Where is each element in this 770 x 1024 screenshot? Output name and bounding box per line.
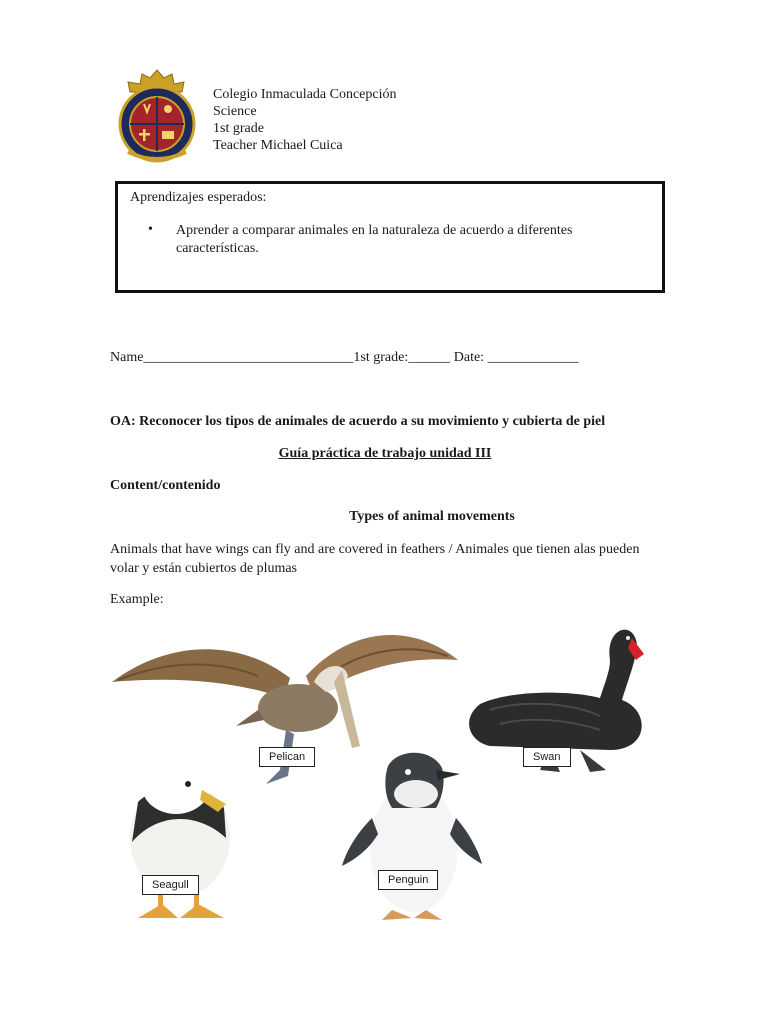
seagull-label: Seagull	[142, 875, 199, 895]
section-heading: Types of animal movements	[349, 509, 515, 524]
description-paragraph: Animals that have wings can fly and are covered in feathers / Animales que tienen alas pueden volar y están cubiertos de plumas	[110, 542, 640, 576]
bullet-icon: •	[148, 222, 153, 237]
penguin-image	[332, 748, 492, 920]
grade-text: 1st grade	[213, 121, 264, 136]
school-crest-logo	[114, 68, 200, 164]
student-info-line: Name______________________________1st grade:______ Date: _____________	[110, 350, 579, 365]
subject-name: Science	[213, 104, 257, 119]
learning-objectives-title: Aprendizajes esperados:	[130, 190, 267, 205]
pelican-label: Pelican	[259, 747, 315, 767]
penguin-label: Penguin	[378, 870, 438, 890]
swan-label: Swan	[523, 747, 571, 767]
example-label: Example:	[110, 592, 164, 607]
animal-collage	[108, 620, 660, 920]
learning-objective-oa: OA: Reconocer los tipos de animales de acuerdo a su movimiento y cubierta de piel	[110, 414, 606, 429]
learning-objective-item: Aprender a comparar animales en la naturaleza de acuerdo a diferentes características.	[176, 223, 573, 256]
school-name: Colegio Inmaculada Concepción	[213, 87, 397, 102]
teacher-name: Teacher Michael Cuica	[213, 138, 343, 153]
learning-objectives-list	[148, 222, 618, 258]
content-heading: Content/contenido	[110, 478, 221, 493]
learning-objectives-box	[115, 181, 665, 293]
school-info	[213, 86, 397, 154]
guide-title: Guía práctica de trabajo unidad III	[278, 446, 492, 461]
